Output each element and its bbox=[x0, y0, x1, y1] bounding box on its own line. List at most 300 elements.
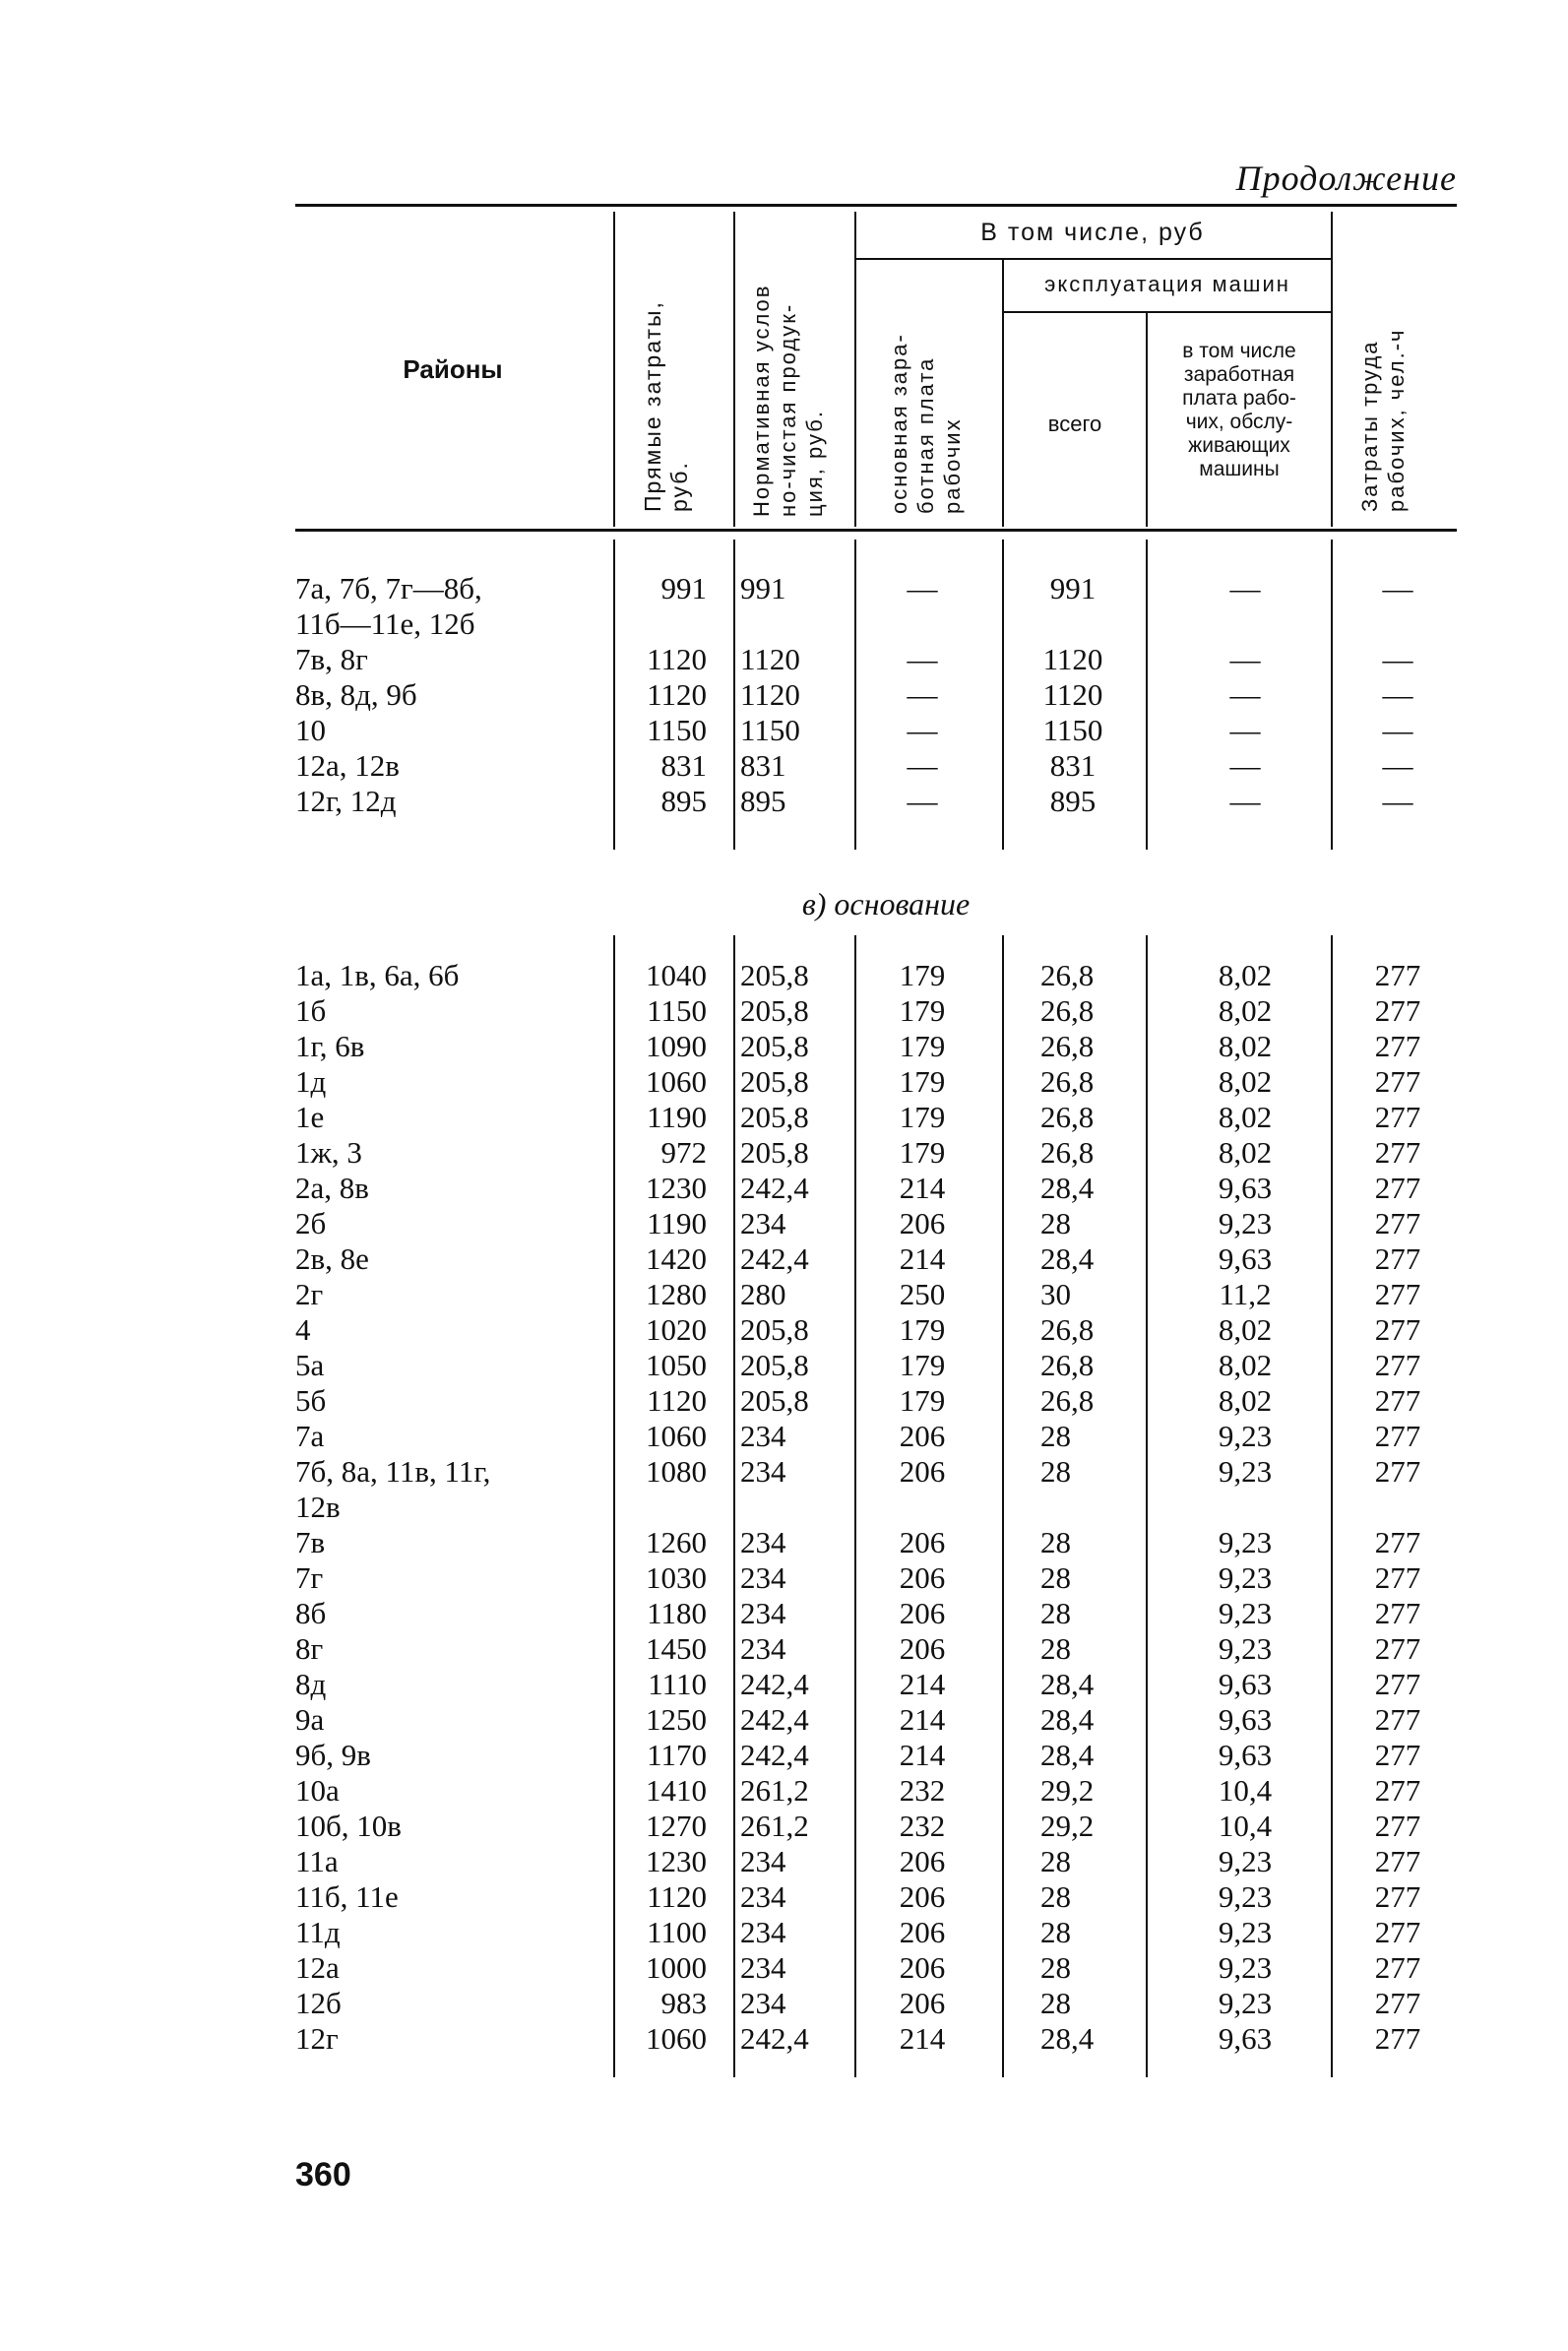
cell-direct-costs: 1410 bbox=[646, 1773, 707, 1808]
cell-labor: 277 bbox=[1374, 1064, 1421, 1099]
table-row bbox=[0, 1596, 1568, 1630]
cell-direct-costs: 1120 bbox=[647, 1383, 707, 1418]
cell-normative: 234 bbox=[740, 1419, 786, 1453]
cell-labor: 277 bbox=[1374, 1702, 1421, 1737]
cell-labor: 277 bbox=[1374, 958, 1421, 992]
table-row bbox=[0, 1702, 1568, 1737]
cell-region: 11б, 11е bbox=[295, 1879, 399, 1914]
cell-machine-total: 28 bbox=[1040, 1950, 1071, 1985]
cell-normative: 234 bbox=[740, 1206, 786, 1240]
cell-direct-costs: 983 bbox=[660, 1986, 707, 2020]
cell-base-wage: 206 bbox=[899, 1844, 946, 1878]
cell-machine-total: 28,4 bbox=[1040, 1241, 1095, 1276]
cell-normative: 1120 bbox=[740, 677, 800, 712]
cell-normative: 205,8 bbox=[740, 1100, 809, 1134]
cell-region: 7а, 7б, 7г—8б, bbox=[295, 571, 482, 605]
cell-region: 8д bbox=[295, 1667, 327, 1701]
cell-labor: — bbox=[1382, 784, 1413, 818]
cell-base-wage: 179 bbox=[899, 1312, 946, 1347]
cell-labor: 277 bbox=[1374, 1525, 1421, 1559]
cell-machine-wage: 8,02 bbox=[1218, 1064, 1273, 1099]
cell-labor: 277 bbox=[1374, 1773, 1421, 1808]
cell-direct-costs: 1260 bbox=[646, 1525, 707, 1559]
cell-normative: 205,8 bbox=[740, 993, 809, 1028]
cell-base-wage: 206 bbox=[899, 1454, 946, 1489]
cell-machine-wage: 9,63 bbox=[1218, 1738, 1273, 1772]
cell-base-wage: 206 bbox=[899, 1560, 946, 1595]
cell-direct-costs: 1110 bbox=[648, 1667, 707, 1701]
table-row bbox=[0, 1206, 1568, 1240]
cell-machine-total: 26,8 bbox=[1040, 1312, 1095, 1347]
table-row bbox=[0, 2021, 1568, 2056]
cell-machine-total: 28 bbox=[1040, 1844, 1071, 1878]
cell-direct-costs: 1250 bbox=[646, 1702, 707, 1737]
cell-machine-total: 26,8 bbox=[1040, 958, 1095, 992]
cell-base-wage: — bbox=[907, 642, 938, 676]
cell-machine-total: 28 bbox=[1040, 1560, 1071, 1595]
table-row bbox=[0, 1348, 1568, 1382]
cell-machine-total: 28,4 bbox=[1040, 1702, 1095, 1737]
cell-direct-costs: 1100 bbox=[647, 1915, 707, 1949]
cell-machine-wage: 9,63 bbox=[1218, 1667, 1273, 1701]
cell-direct-costs: 1080 bbox=[646, 1454, 707, 1489]
cell-machine-wage: 9,23 bbox=[1218, 1560, 1273, 1595]
header-direct-costs: Прямые затраты, руб. bbox=[640, 300, 692, 512]
cell-normative: 242,4 bbox=[740, 1171, 809, 1205]
cell-direct-costs: 1270 bbox=[646, 1809, 707, 1843]
cell-normative: 234 bbox=[740, 1525, 786, 1559]
cell-direct-costs: 972 bbox=[660, 1135, 707, 1170]
cell-base-wage: 206 bbox=[899, 1631, 946, 1666]
table-row bbox=[0, 1241, 1568, 1276]
cell-labor: 277 bbox=[1374, 1809, 1421, 1843]
cell-region: 10а bbox=[295, 1773, 340, 1808]
cell-region: 1а, 1в, 6а, 6б bbox=[295, 958, 460, 992]
cell-direct-costs: 1120 bbox=[647, 642, 707, 676]
cell-normative: 205,8 bbox=[740, 1064, 809, 1099]
cell-base-wage: 206 bbox=[899, 1596, 946, 1630]
cell-machine-total: 28 bbox=[1040, 1915, 1071, 1949]
cell-region: 1ж, 3 bbox=[295, 1135, 362, 1170]
cell-labor: 277 bbox=[1374, 1100, 1421, 1134]
cell-region: 12г bbox=[295, 2021, 339, 2056]
group-rule bbox=[854, 258, 1331, 260]
cell-machine-total: 26,8 bbox=[1040, 1100, 1095, 1134]
cell-machine-total: 1120 bbox=[1042, 642, 1103, 676]
cell-base-wage: 206 bbox=[899, 1986, 946, 2020]
cell-region: 9а bbox=[295, 1702, 325, 1737]
cell-machine-total: 28,4 bbox=[1040, 1667, 1095, 1701]
cell-normative: 242,4 bbox=[740, 1667, 809, 1701]
header-machine-group: эксплуатация машин bbox=[1044, 272, 1290, 296]
cell-normative: 261,2 bbox=[740, 1809, 809, 1843]
cell-labor: — bbox=[1382, 571, 1413, 605]
cell-direct-costs: 831 bbox=[660, 748, 707, 783]
table-row bbox=[0, 642, 1568, 676]
cell-base-wage: 179 bbox=[899, 1064, 946, 1099]
cell-machine-wage: 9,23 bbox=[1218, 1525, 1273, 1559]
cell-direct-costs: 1090 bbox=[646, 1029, 707, 1063]
cell-normative: 205,8 bbox=[740, 1029, 809, 1063]
cell-region: 1е bbox=[295, 1100, 325, 1134]
cell-labor: 277 bbox=[1374, 1667, 1421, 1701]
cell-labor: 277 bbox=[1374, 1312, 1421, 1347]
cell-normative: 234 bbox=[740, 1915, 786, 1949]
cell-labor: 277 bbox=[1374, 1241, 1421, 1276]
cell-labor: — bbox=[1382, 642, 1413, 676]
cell-labor: 277 bbox=[1374, 1560, 1421, 1595]
cell-labor: 277 bbox=[1374, 1419, 1421, 1453]
cell-labor: 277 bbox=[1374, 1844, 1421, 1878]
cell-normative: 831 bbox=[740, 748, 786, 783]
cell-normative: 1150 bbox=[740, 713, 800, 747]
table-row bbox=[0, 1135, 1568, 1170]
cell-machine-total: 28 bbox=[1040, 1879, 1071, 1914]
cell-region: 2а, 8в bbox=[295, 1171, 369, 1205]
cell-direct-costs: 1020 bbox=[646, 1312, 707, 1347]
page-number: 360 bbox=[295, 2156, 351, 2193]
cell-base-wage: — bbox=[907, 571, 938, 605]
cell-machine-total: 895 bbox=[1049, 784, 1097, 818]
cell-normative: 242,4 bbox=[740, 1241, 809, 1276]
cell-machine-total: 1120 bbox=[1042, 677, 1103, 712]
cell-region: 10 bbox=[295, 713, 326, 747]
table-row bbox=[0, 1986, 1568, 2020]
cell-labor: 277 bbox=[1374, 1171, 1421, 1205]
cell-base-wage: — bbox=[907, 677, 938, 712]
cell-region: 1б bbox=[295, 993, 327, 1028]
cell-machine-wage: 9,63 bbox=[1218, 2021, 1273, 2056]
cell-machine-wage: — bbox=[1229, 571, 1261, 605]
cell-base-wage: 250 bbox=[899, 1277, 946, 1311]
cell-direct-costs: 1230 bbox=[646, 1171, 707, 1205]
table-row bbox=[0, 748, 1568, 783]
cell-machine-total: 29,2 bbox=[1040, 1773, 1095, 1808]
cell-region: 5а bbox=[295, 1348, 325, 1382]
cell-base-wage: — bbox=[907, 748, 938, 783]
cell-base-wage: 206 bbox=[899, 1419, 946, 1453]
cell-labor: 277 bbox=[1374, 1348, 1421, 1382]
cell-machine-wage: 9,23 bbox=[1218, 1950, 1273, 1985]
cell-normative: 234 bbox=[740, 1631, 786, 1666]
table-row bbox=[0, 713, 1568, 747]
cell-labor: 277 bbox=[1374, 1879, 1421, 1914]
table-row bbox=[0, 571, 1568, 605]
cell-direct-costs: 1190 bbox=[647, 1206, 707, 1240]
cell-base-wage: — bbox=[907, 713, 938, 747]
cell-labor: 277 bbox=[1374, 1596, 1421, 1630]
cell-labor: 277 bbox=[1374, 1631, 1421, 1666]
cell-machine-total: 30 bbox=[1040, 1277, 1071, 1311]
cell-base-wage: 206 bbox=[899, 1206, 946, 1240]
cell-base-wage: — bbox=[907, 784, 938, 818]
table-row bbox=[0, 1029, 1568, 1063]
header-top-rule bbox=[295, 204, 1457, 207]
header-machine-total: всего bbox=[1047, 412, 1102, 436]
cell-region: 7в bbox=[295, 1525, 326, 1559]
cell-machine-total: 26,8 bbox=[1040, 1348, 1095, 1382]
table-row bbox=[0, 1879, 1568, 1914]
cell-region: 12а bbox=[295, 1950, 340, 1985]
cell-machine-wage: 9,23 bbox=[1218, 1419, 1273, 1453]
cell-machine-total: 28,4 bbox=[1040, 2021, 1095, 2056]
cell-machine-wage: 10,4 bbox=[1218, 1809, 1273, 1843]
table-row bbox=[0, 1950, 1568, 1985]
cell-base-wage: 214 bbox=[899, 1171, 946, 1205]
table-row bbox=[0, 1100, 1568, 1134]
header-vline-3 bbox=[854, 212, 856, 527]
cell-direct-costs: 1030 bbox=[646, 1560, 707, 1595]
table-row bbox=[0, 1383, 1568, 1418]
cell-labor: — bbox=[1382, 713, 1413, 747]
header-bottom-rule bbox=[295, 529, 1457, 532]
cell-machine-wage: 8,02 bbox=[1218, 1312, 1273, 1347]
cell-machine-wage: 8,02 bbox=[1218, 1135, 1273, 1170]
cell-machine-wage: 9,63 bbox=[1218, 1702, 1273, 1737]
header-vline-1 bbox=[613, 212, 615, 527]
cell-base-wage: 179 bbox=[899, 1135, 946, 1170]
cell-base-wage: 179 bbox=[899, 1383, 946, 1418]
table-row bbox=[0, 1525, 1568, 1559]
cell-base-wage: 179 bbox=[899, 1029, 946, 1063]
cell-direct-costs: 1280 bbox=[646, 1277, 707, 1311]
cell-base-wage: 214 bbox=[899, 1702, 946, 1737]
cell-labor: 277 bbox=[1374, 993, 1421, 1028]
section-title: в) основание bbox=[801, 886, 971, 921]
cell-base-wage: 179 bbox=[899, 958, 946, 992]
cell-direct-costs: 1060 bbox=[646, 2021, 707, 2056]
cell-labor: 277 bbox=[1374, 1135, 1421, 1170]
cell-machine-total: 28 bbox=[1040, 1454, 1071, 1489]
cell-base-wage: 214 bbox=[899, 1241, 946, 1276]
cell-machine-total: 1150 bbox=[1042, 713, 1103, 747]
cell-machine-wage: 9,23 bbox=[1218, 1844, 1273, 1878]
cell-direct-costs: 991 bbox=[660, 571, 707, 605]
cell-machine-wage: — bbox=[1229, 713, 1261, 747]
table-row bbox=[0, 1738, 1568, 1772]
table-row bbox=[0, 1312, 1568, 1347]
cell-machine-wage: 9,23 bbox=[1218, 1915, 1273, 1949]
cell-labor: 277 bbox=[1374, 1206, 1421, 1240]
cell-region: 7г bbox=[295, 1560, 324, 1595]
cell-normative: 261,2 bbox=[740, 1773, 809, 1808]
table-row bbox=[0, 1454, 1568, 1489]
cell-labor: 277 bbox=[1374, 1383, 1421, 1418]
cell-labor: 277 bbox=[1374, 1454, 1421, 1489]
cell-machine-wage: 9,23 bbox=[1218, 1631, 1273, 1666]
header-normative: Нормативная услов но-чистая продук- ция, руб. bbox=[749, 284, 827, 517]
cell-base-wage: 206 bbox=[899, 1915, 946, 1949]
table-row bbox=[0, 784, 1568, 818]
cell-labor: 277 bbox=[1374, 1738, 1421, 1772]
cell-direct-costs: 1190 bbox=[647, 1100, 707, 1134]
cell-normative: 242,4 bbox=[740, 1738, 809, 1772]
cell-region: 5б bbox=[295, 1383, 327, 1418]
cell-region: 12а, 12в bbox=[295, 748, 400, 783]
cell-base-wage: 206 bbox=[899, 1950, 946, 1985]
cell-direct-costs: 1050 bbox=[646, 1348, 707, 1382]
cell-base-wage: 214 bbox=[899, 2021, 946, 2056]
cell-normative: 234 bbox=[740, 1950, 786, 1985]
cell-machine-total: 26,8 bbox=[1040, 1383, 1095, 1418]
cell-base-wage: 232 bbox=[899, 1773, 946, 1808]
cell-direct-costs: 1120 bbox=[647, 1879, 707, 1914]
table-row bbox=[0, 606, 1568, 641]
cell-machine-wage: 11,2 bbox=[1219, 1277, 1272, 1311]
cell-region: 7б, 8а, 11в, 11г, bbox=[295, 1454, 491, 1489]
cell-normative: 234 bbox=[740, 1844, 786, 1878]
cell-region: 10б, 10в bbox=[295, 1809, 402, 1843]
cell-machine-total: 26,8 bbox=[1040, 1029, 1095, 1063]
cell-normative: 234 bbox=[740, 1596, 786, 1630]
cell-normative: 1120 bbox=[740, 642, 800, 676]
cell-base-wage: 179 bbox=[899, 1348, 946, 1382]
cell-direct-costs: 895 bbox=[660, 784, 707, 818]
cell-normative: 205,8 bbox=[740, 1348, 809, 1382]
table-row bbox=[0, 1490, 1568, 1524]
cell-region: 12б bbox=[295, 1986, 342, 2020]
table-row bbox=[0, 1631, 1568, 1666]
cell-direct-costs: 1150 bbox=[647, 993, 707, 1028]
cell-machine-total: 28 bbox=[1040, 1206, 1071, 1240]
cell-region: 12в bbox=[295, 1490, 341, 1524]
cell-region: 7в, 8г bbox=[295, 642, 368, 676]
cell-labor: 277 bbox=[1374, 1986, 1421, 2020]
cell-machine-wage: 8,02 bbox=[1218, 993, 1273, 1028]
table-row bbox=[0, 1064, 1568, 1099]
cell-region: 1г, 6в bbox=[295, 1029, 365, 1063]
cell-machine-total: 28 bbox=[1040, 1986, 1071, 2020]
header-vline-6 bbox=[1331, 212, 1333, 527]
table-row bbox=[0, 1419, 1568, 1453]
cell-labor: 277 bbox=[1374, 1277, 1421, 1311]
cell-machine-wage: 9,23 bbox=[1218, 1986, 1273, 2020]
cell-normative: 234 bbox=[740, 1986, 786, 2020]
cell-region: 9б, 9в bbox=[295, 1738, 371, 1772]
cell-direct-costs: 1060 bbox=[646, 1064, 707, 1099]
cell-machine-wage: — bbox=[1229, 784, 1261, 818]
cell-machine-total: 28 bbox=[1040, 1631, 1071, 1666]
cell-region: 8г bbox=[295, 1631, 324, 1666]
cell-normative: 242,4 bbox=[740, 1702, 809, 1737]
cell-machine-wage: 8,02 bbox=[1218, 1029, 1273, 1063]
cell-labor: — bbox=[1382, 677, 1413, 712]
cell-region: 4 bbox=[295, 1312, 311, 1347]
cell-direct-costs: 1450 bbox=[646, 1631, 707, 1666]
cell-machine-total: 28,4 bbox=[1040, 1738, 1095, 1772]
cell-machine-wage: 8,02 bbox=[1218, 1348, 1273, 1382]
header-vline-4 bbox=[1002, 260, 1004, 527]
table-row bbox=[0, 1844, 1568, 1878]
cell-direct-costs: 1060 bbox=[646, 1419, 707, 1453]
header-machine-wage: в том числе заработная плата рабо- чих, обслу- живающих машины bbox=[1182, 340, 1296, 480]
cell-machine-wage: 10,4 bbox=[1218, 1773, 1273, 1808]
cell-base-wage: 179 bbox=[899, 993, 946, 1028]
cell-direct-costs: 1420 bbox=[646, 1241, 707, 1276]
cell-normative: 234 bbox=[740, 1560, 786, 1595]
continued-label: Продолжение bbox=[1235, 159, 1457, 198]
cell-machine-wage: 9,23 bbox=[1218, 1454, 1273, 1489]
cell-region: 11б—11е, 12б bbox=[295, 606, 475, 641]
table-row bbox=[0, 1773, 1568, 1808]
header-vline-2 bbox=[733, 212, 735, 527]
cell-normative: 895 bbox=[740, 784, 786, 818]
cell-direct-costs: 1230 bbox=[646, 1844, 707, 1878]
cell-labor: 277 bbox=[1374, 1029, 1421, 1063]
table-row bbox=[0, 1277, 1568, 1311]
cell-machine-total: 29,2 bbox=[1040, 1809, 1095, 1843]
cell-region: 8в, 8д, 9б bbox=[295, 677, 417, 712]
cell-machine-wage: 9,23 bbox=[1218, 1206, 1273, 1240]
cell-direct-costs: 1150 bbox=[647, 713, 707, 747]
cell-normative: 991 bbox=[740, 571, 786, 605]
cell-direct-costs: 1040 bbox=[646, 958, 707, 992]
cell-machine-total: 831 bbox=[1049, 748, 1097, 783]
cell-machine-total: 991 bbox=[1049, 571, 1097, 605]
cell-base-wage: 206 bbox=[899, 1879, 946, 1914]
header-group: В том числе, руб bbox=[980, 219, 1205, 246]
table-row bbox=[0, 1915, 1568, 1949]
cell-machine-wage: 9,63 bbox=[1218, 1171, 1273, 1205]
table-row bbox=[0, 1809, 1568, 1843]
table-row bbox=[0, 1667, 1568, 1701]
cell-labor: — bbox=[1382, 748, 1413, 783]
cell-base-wage: 214 bbox=[899, 1738, 946, 1772]
cell-machine-total: 26,8 bbox=[1040, 1135, 1095, 1170]
cell-machine-wage: 9,63 bbox=[1218, 1241, 1273, 1276]
cell-direct-costs: 1180 bbox=[647, 1596, 707, 1630]
table-row bbox=[0, 958, 1568, 992]
cell-region: 2в, 8е bbox=[295, 1241, 369, 1276]
cell-machine-wage: — bbox=[1229, 677, 1261, 712]
cell-base-wage: 232 bbox=[899, 1809, 946, 1843]
table-row bbox=[0, 677, 1568, 712]
cell-region: 1д bbox=[295, 1064, 327, 1099]
cell-base-wage: 206 bbox=[899, 1525, 946, 1559]
header-base-wage: основная зара- ботная плата рабочих bbox=[887, 333, 965, 514]
cell-machine-wage: 8,02 bbox=[1218, 1100, 1273, 1134]
cell-region: 11д bbox=[295, 1915, 341, 1949]
header-labor: Затраты труда рабочих, чел.-ч bbox=[1357, 328, 1409, 512]
cell-direct-costs: 1170 bbox=[647, 1738, 707, 1772]
cell-labor: 277 bbox=[1374, 1950, 1421, 1985]
cell-machine-wage: 9,23 bbox=[1218, 1879, 1273, 1914]
cell-machine-total: 28 bbox=[1040, 1419, 1071, 1453]
cell-normative: 205,8 bbox=[740, 1135, 809, 1170]
cell-machine-wage: — bbox=[1229, 642, 1261, 676]
cell-region: 11а bbox=[295, 1844, 339, 1878]
cell-normative: 205,8 bbox=[740, 1383, 809, 1418]
cell-labor: 277 bbox=[1374, 2021, 1421, 2056]
cell-normative: 280 bbox=[740, 1277, 786, 1311]
table-row bbox=[0, 993, 1568, 1028]
cell-machine-total: 26,8 bbox=[1040, 1064, 1095, 1099]
cell-region: 2б bbox=[295, 1206, 327, 1240]
cell-region: 2г bbox=[295, 1277, 324, 1311]
machine-group-rule bbox=[1002, 311, 1331, 313]
cell-machine-wage: 8,02 bbox=[1218, 958, 1273, 992]
table-row bbox=[0, 1560, 1568, 1595]
cell-normative: 242,4 bbox=[740, 2021, 809, 2056]
cell-direct-costs: 1000 bbox=[646, 1950, 707, 1985]
cell-machine-wage: 9,23 bbox=[1218, 1596, 1273, 1630]
cell-region: 8б bbox=[295, 1596, 327, 1630]
cell-machine-wage: 8,02 bbox=[1218, 1383, 1273, 1418]
cell-normative: 234 bbox=[740, 1454, 786, 1489]
cell-machine-total: 28,4 bbox=[1040, 1171, 1095, 1205]
table-row bbox=[0, 1171, 1568, 1205]
cell-direct-costs: 1120 bbox=[647, 677, 707, 712]
